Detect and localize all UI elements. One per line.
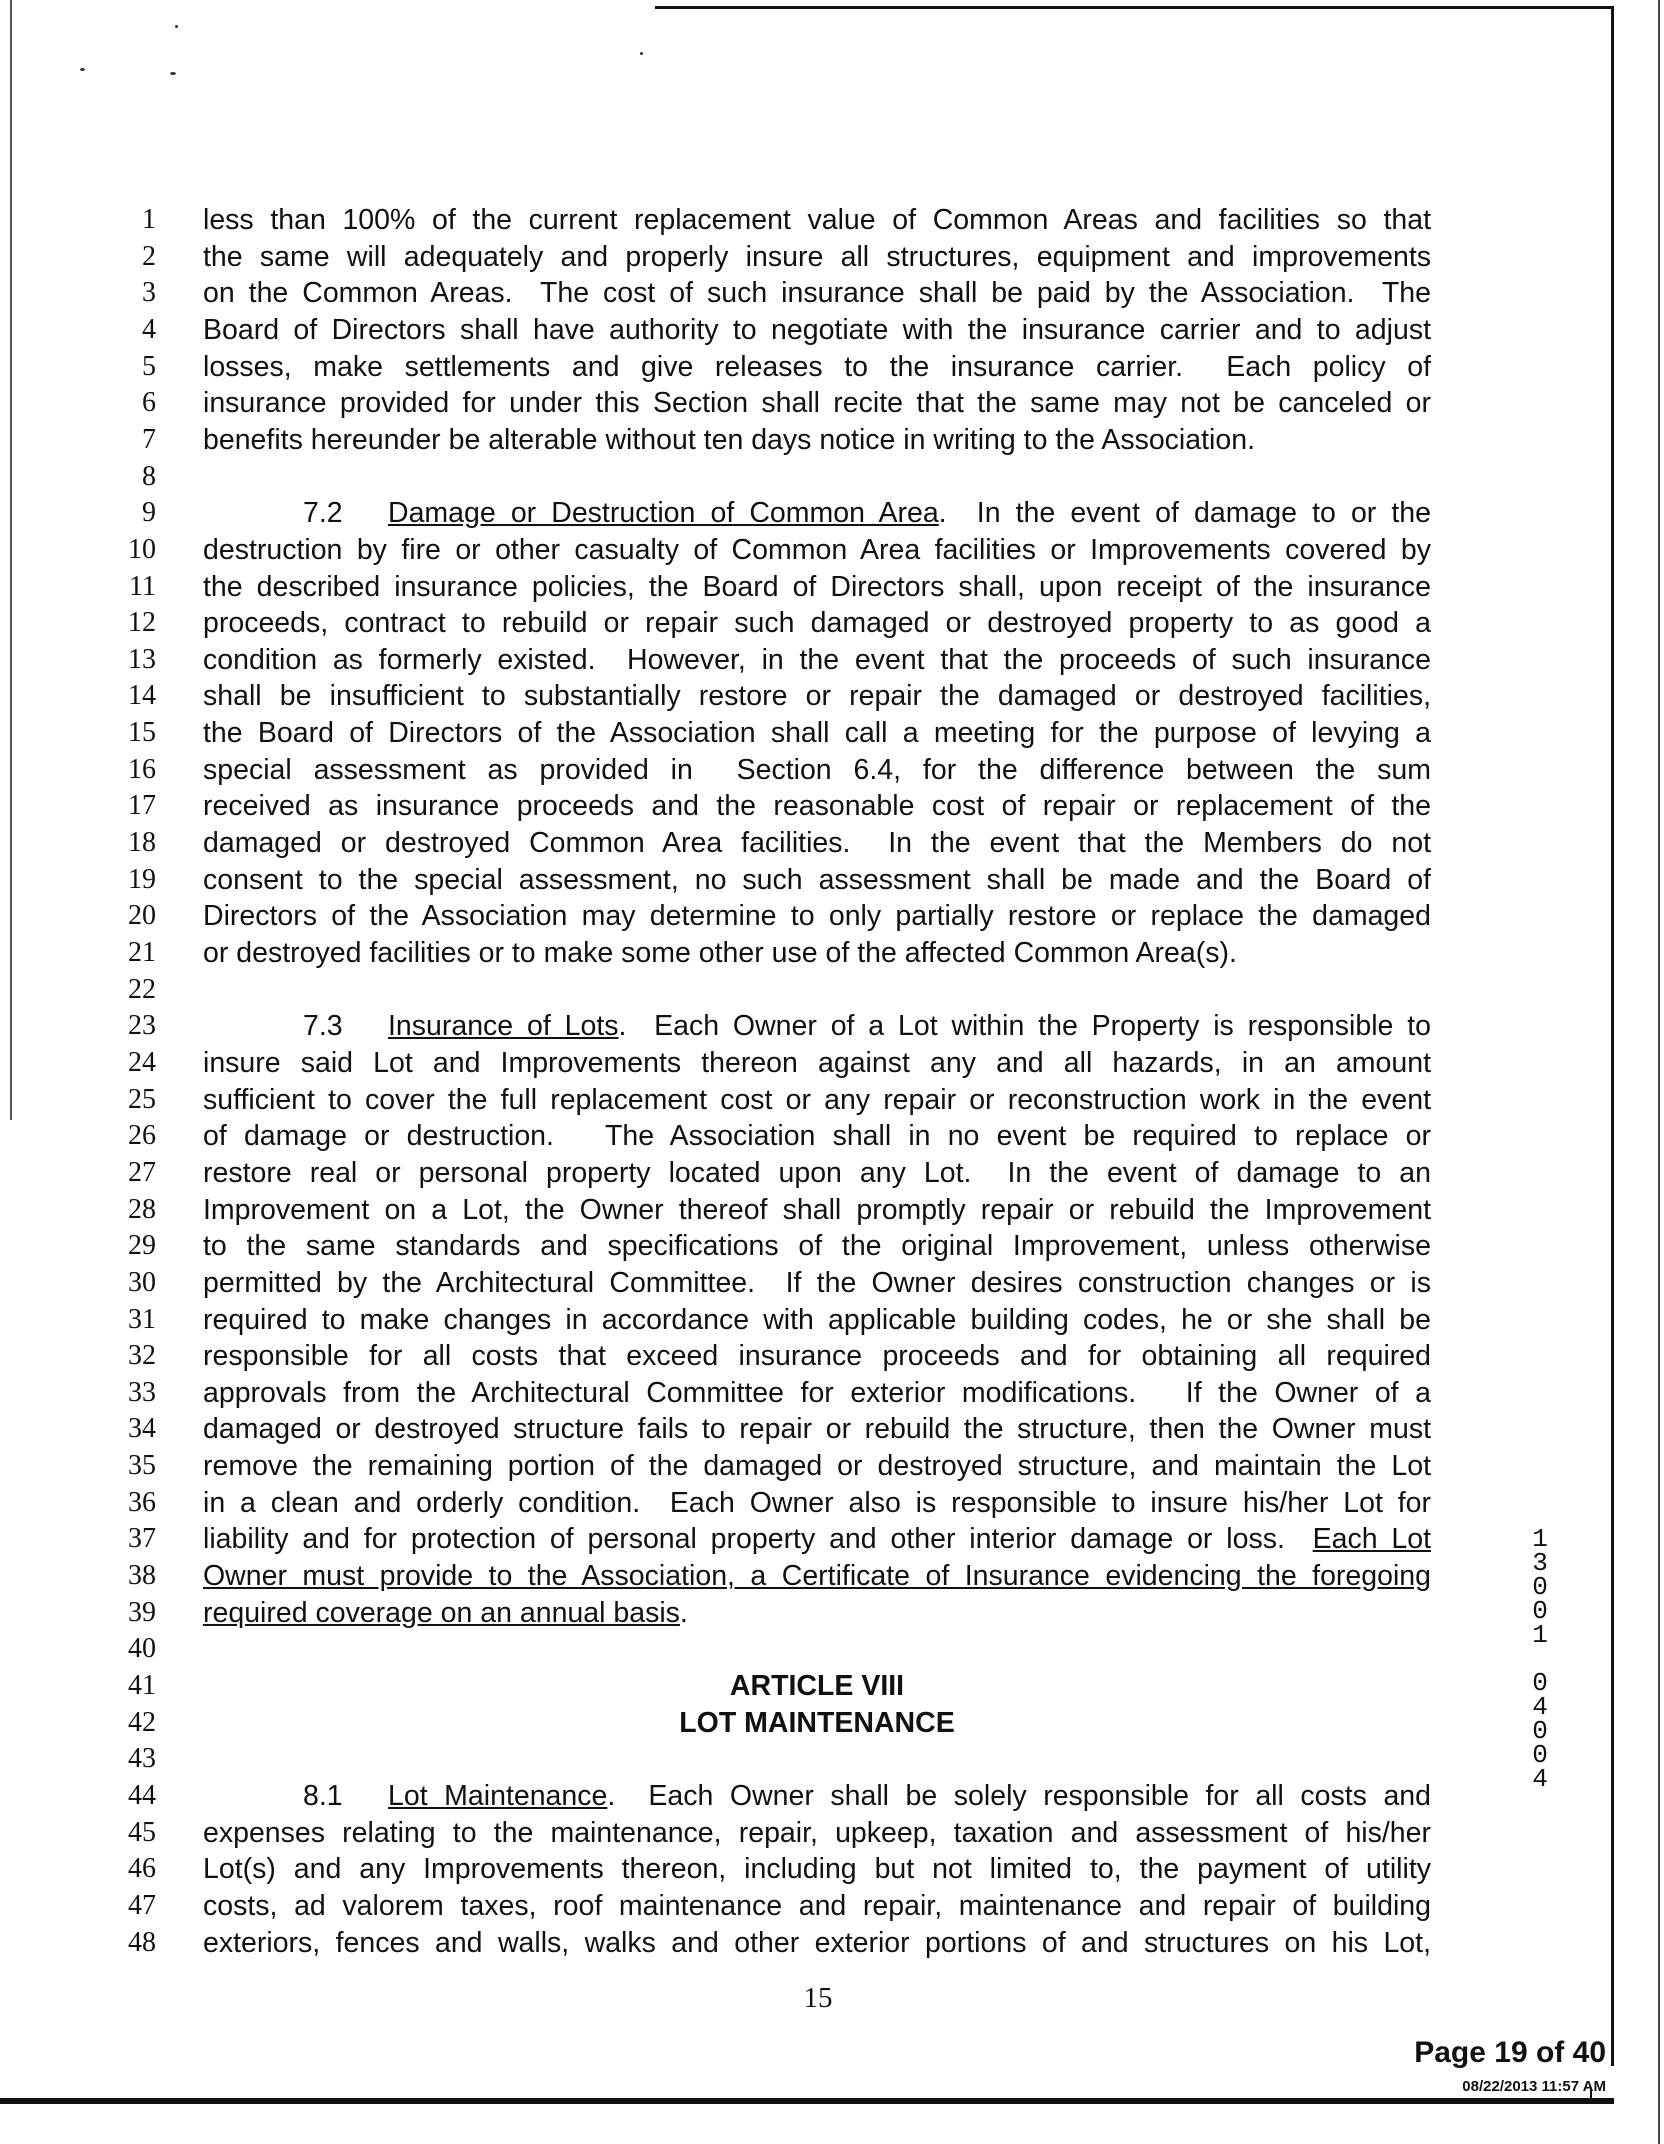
line-number: 19 — [128, 863, 156, 895]
article-heading — [203, 1705, 1431, 1741]
text-segment: . In the event of damage to or the — [938, 497, 1431, 530]
text-segment: on the Common Areas. The cost of such insurance shall be paid by the Association. The — [203, 277, 1431, 310]
text-line — [203, 715, 1431, 751]
text-line — [203, 1265, 1431, 1301]
text-line — [203, 1118, 1431, 1154]
text-segment: to the same standards and specifications of the original Improvement, unless otherwise — [203, 1230, 1431, 1263]
text-line — [203, 678, 1431, 714]
section-number: 7.3 — [303, 1010, 343, 1043]
line-number: 45 — [128, 1816, 156, 1848]
text-line — [203, 898, 1431, 934]
stamp-digit: 0 — [1532, 1716, 1548, 1746]
line-number: 23 — [128, 1010, 156, 1042]
line-number: 3 — [142, 277, 156, 309]
text-segment: damaged or destroyed Common Area facilities. In the event that the Members do not — [203, 827, 1431, 860]
text-line — [203, 1925, 1431, 1961]
text-segment: benefits hereunder be alterable without ten days notice in writing to the Association. — [203, 423, 1255, 456]
scan-speck — [170, 72, 176, 75]
underlined-text: Owner must provide to the Association, a Certificate of Insurance evidencing the foregoing — [203, 1560, 1431, 1593]
stamp-digit: 0 — [1532, 1668, 1548, 1698]
line-number: 12 — [128, 607, 156, 639]
text-line — [203, 422, 1431, 458]
line-number: 5 — [142, 350, 156, 382]
line-number: 15 — [128, 717, 156, 749]
line-number: 30 — [128, 1266, 156, 1298]
text-line — [203, 1851, 1431, 1887]
line-number: 17 — [128, 790, 156, 822]
text-segment: in a clean and orderly condition. Each Owner also is responsible to insure his/her Lot for — [203, 1486, 1431, 1519]
text-segment: costs, ad valorem taxes, roof maintenance and repair, maintenance and repair of building — [203, 1889, 1431, 1922]
text-line — [203, 862, 1431, 898]
text-segment: responsible for all costs that exceed insurance proceeds and for obtaining all required — [203, 1340, 1431, 1373]
stamp-digit: 4 — [1532, 1692, 1548, 1722]
line-number: 1 — [142, 204, 156, 235]
line-number: 34 — [128, 1413, 156, 1445]
line-number: 26 — [128, 1120, 156, 1152]
text-line — [203, 202, 1431, 238]
text-segment: losses, make settlements and give releases to the insurance carrier. Each policy of — [203, 350, 1431, 383]
page-number: 15 — [803, 1982, 833, 2014]
line-number: 24 — [128, 1046, 156, 1078]
line-number: 38 — [128, 1560, 156, 1592]
stamp-digit: 0 — [1532, 1596, 1548, 1626]
left-border — [10, 0, 12, 1120]
line-number: 39 — [128, 1596, 156, 1628]
text-segment: consent to the special assessment, no such assessment shall be made and the Board of — [203, 863, 1431, 896]
text-line — [203, 1008, 1431, 1044]
line-number: 25 — [128, 1083, 156, 1115]
text-line — [203, 1192, 1431, 1228]
text-line — [203, 1888, 1431, 1924]
text-segment: remove the remaining portion of the damaged or destroyed structure, and maintain the Lot — [203, 1450, 1431, 1483]
text-line — [203, 605, 1431, 641]
text-line — [203, 788, 1431, 824]
line-number: 29 — [128, 1230, 156, 1262]
line-number: 16 — [128, 753, 156, 785]
line-number: 11 — [129, 570, 156, 602]
text-segment: less than 100% of the current replacement value of Common Areas and facilities so that — [203, 204, 1431, 236]
footer-timestamp: 08/22/2013 11:57 AM — [1462, 2078, 1606, 2095]
text-segment: condition as formerly existed. However, in the event that the proceeds of such insurance — [203, 643, 1431, 676]
text-line — [203, 1521, 1431, 1557]
text-line — [203, 1228, 1431, 1264]
text-line — [203, 1082, 1431, 1118]
text-segment: special assessment as provided in Section 6.4, for the difference between the sum — [203, 753, 1431, 786]
line-number: 13 — [128, 643, 156, 675]
stamp-digit: 3 — [1532, 1548, 1548, 1578]
text-line — [203, 385, 1431, 421]
text-line — [203, 1448, 1431, 1484]
text-segment: approvals from the Architectural Committee for exterior modifications. If the Owner of a — [203, 1376, 1431, 1409]
line-number: 8 — [142, 460, 156, 492]
text-segment: proceeds, contract to rebuild or repair such damaged or destroyed property to as good a — [203, 607, 1431, 640]
text-segment: . — [679, 1596, 688, 1629]
line-number: 4 — [142, 313, 156, 345]
text-segment: of damage or destruction. The Association shall in no event be required to replace or — [203, 1120, 1431, 1153]
text-line — [203, 1302, 1431, 1338]
stamp-digit: 1 — [1532, 1524, 1548, 1554]
line-number: 46 — [128, 1853, 156, 1885]
line-number: 32 — [128, 1340, 156, 1372]
right-edge-line — [1658, 0, 1660, 2144]
text-line — [203, 239, 1431, 275]
line-number: 37 — [128, 1523, 156, 1555]
line-number: 40 — [128, 1633, 156, 1665]
line-number: 22 — [128, 973, 156, 1005]
text-segment: required to make changes in accordance with applicable building codes, he or she shall be — [203, 1303, 1431, 1336]
text-segment: Directors of the Association may determine to only partially restore or replace the damaged — [203, 900, 1431, 933]
top-border — [655, 6, 1613, 9]
line-number: 2 — [142, 240, 156, 272]
stamp-digit: 0 — [1532, 1572, 1548, 1602]
text-line — [203, 1815, 1431, 1851]
text-segment: damaged or destroyed structure fails to repair or rebuild the structure, then the Owner must — [203, 1413, 1431, 1446]
text-segment: Improvement on a Lot, the Owner thereof shall promptly repair or rebuild the Improvement — [203, 1193, 1431, 1226]
text-segment: the same will adequately and properly insure all structures, equipment and improvements — [203, 240, 1431, 273]
text-segment: destruction by fire or other casualty of Common Area facilities or Improvements covered by — [203, 533, 1431, 566]
text-segment: restore real or personal property located upon any Lot. In the event of damage to an — [203, 1156, 1431, 1189]
line-number: 9 — [142, 497, 156, 529]
text-segment: insurance provided for under this Section shall recite that the same may not be canceled or — [203, 387, 1431, 420]
text-segment: the described insurance policies, the Board of Directors shall, upon receipt of the insurance — [203, 570, 1431, 603]
text-line — [203, 1485, 1431, 1521]
underlined-text: required coverage on an annual basis — [203, 1596, 680, 1629]
text-segment: shall be insufficient to substantially restore or repair the damaged or destroyed facilities, — [203, 680, 1431, 713]
text-segment: permitted by the Architectural Committee. If the Owner desires construction changes or is — [203, 1266, 1431, 1299]
underlined-text: Damage or Destruction of Common Area — [388, 497, 939, 530]
section-number: 7.2 — [303, 497, 343, 530]
line-number: 7 — [142, 423, 156, 455]
text-line — [203, 569, 1431, 605]
text-line — [203, 1595, 1431, 1631]
line-number: 36 — [128, 1486, 156, 1518]
text-segment: exteriors, fences and walls, walks and other exterior portions of and structures on his Lot, — [203, 1926, 1431, 1959]
line-number: 44 — [128, 1779, 156, 1811]
underlined-text: Lot Maintenance — [388, 1779, 608, 1812]
line-number: 6 — [142, 387, 156, 419]
line-number: 48 — [128, 1926, 156, 1958]
right-border — [1611, 6, 1614, 2066]
text-segment: the Board of Directors of the Association shall call a meeting for the purpose of levying a — [203, 717, 1431, 750]
line-number: 27 — [128, 1156, 156, 1188]
stamp-digit: 1 — [1532, 1620, 1548, 1650]
text-segment: Board of Directors shall have authority to negotiate with the insurance carrier and to adjust — [203, 313, 1431, 346]
text-line — [203, 1411, 1431, 1447]
text-segment: received as insurance proceeds and the reasonable cost of repair or replacement of the — [203, 790, 1431, 823]
text-line — [203, 825, 1431, 861]
scan-speck — [80, 68, 85, 71]
line-number: 42 — [128, 1706, 156, 1738]
line-number: 41 — [128, 1670, 156, 1701]
text-line — [203, 532, 1431, 568]
text-line — [203, 1375, 1431, 1411]
text-line — [203, 1558, 1431, 1594]
text-segment: Lot(s) and any Improvements thereon, including but not limited to, the payment of utility — [203, 1853, 1431, 1886]
line-number: 10 — [128, 533, 156, 565]
text-line — [203, 275, 1431, 311]
recording-stamp — [1525, 1524, 1555, 1794]
text-segment: expenses relating to the maintenance, repair, upkeep, taxation and assessment of his/her — [203, 1816, 1431, 1849]
article-heading — [203, 1668, 1431, 1704]
text-line — [203, 1045, 1431, 1081]
text-segment: or destroyed facilities or to make some other use of the affected Common Area(s). — [203, 937, 1237, 969]
stamp-digit: 0 — [1532, 1740, 1548, 1770]
text-segment: . Each Owner of a Lot within the Property is responsible to — [618, 1010, 1431, 1043]
text-segment: . Each Owner shall be solely responsible for all costs and — [607, 1779, 1431, 1812]
text-line — [203, 312, 1431, 348]
line-number: 33 — [128, 1376, 156, 1408]
scan-speck — [175, 25, 178, 28]
line-number: 43 — [128, 1743, 156, 1775]
text-segment: insure said Lot and Improvements thereon against any and all hazards, in an amount — [203, 1046, 1431, 1079]
text-line — [203, 642, 1431, 678]
text-segment: sufficient to cover the full replacement cost or any repair or reconstruction work in the event — [203, 1083, 1431, 1116]
line-number: 35 — [128, 1450, 156, 1482]
text-line — [203, 1155, 1431, 1191]
text-segment: liability and for protection of personal property and other interior damage or loss. — [203, 1523, 1313, 1556]
stamp-digit: 4 — [1532, 1764, 1548, 1794]
scan-speck — [640, 52, 643, 55]
text-segment: ARTICLE VIII — [729, 1670, 905, 1702]
footer-page-label: Page 19 of 40 — [1414, 2036, 1606, 2069]
text-line — [203, 495, 1431, 531]
text-line — [203, 1338, 1431, 1374]
line-number: 20 — [128, 900, 156, 932]
line-number: 21 — [128, 937, 156, 968]
section-number: 8.1 — [303, 1779, 343, 1812]
line-number: 14 — [128, 680, 156, 712]
bottom-border — [0, 2098, 1614, 2104]
line-number: 28 — [128, 1193, 156, 1225]
line-number: 18 — [128, 827, 156, 859]
text-line — [203, 1778, 1431, 1814]
underlined-text: Each Lot — [1312, 1523, 1431, 1556]
line-number: 31 — [128, 1303, 156, 1335]
text-line — [203, 752, 1431, 788]
line-number: 47 — [128, 1889, 156, 1921]
text-line — [203, 935, 1431, 971]
text-segment: LOT MAINTENANCE — [679, 1706, 955, 1739]
text-line — [203, 349, 1431, 385]
underlined-text: Insurance of Lots — [388, 1010, 619, 1043]
